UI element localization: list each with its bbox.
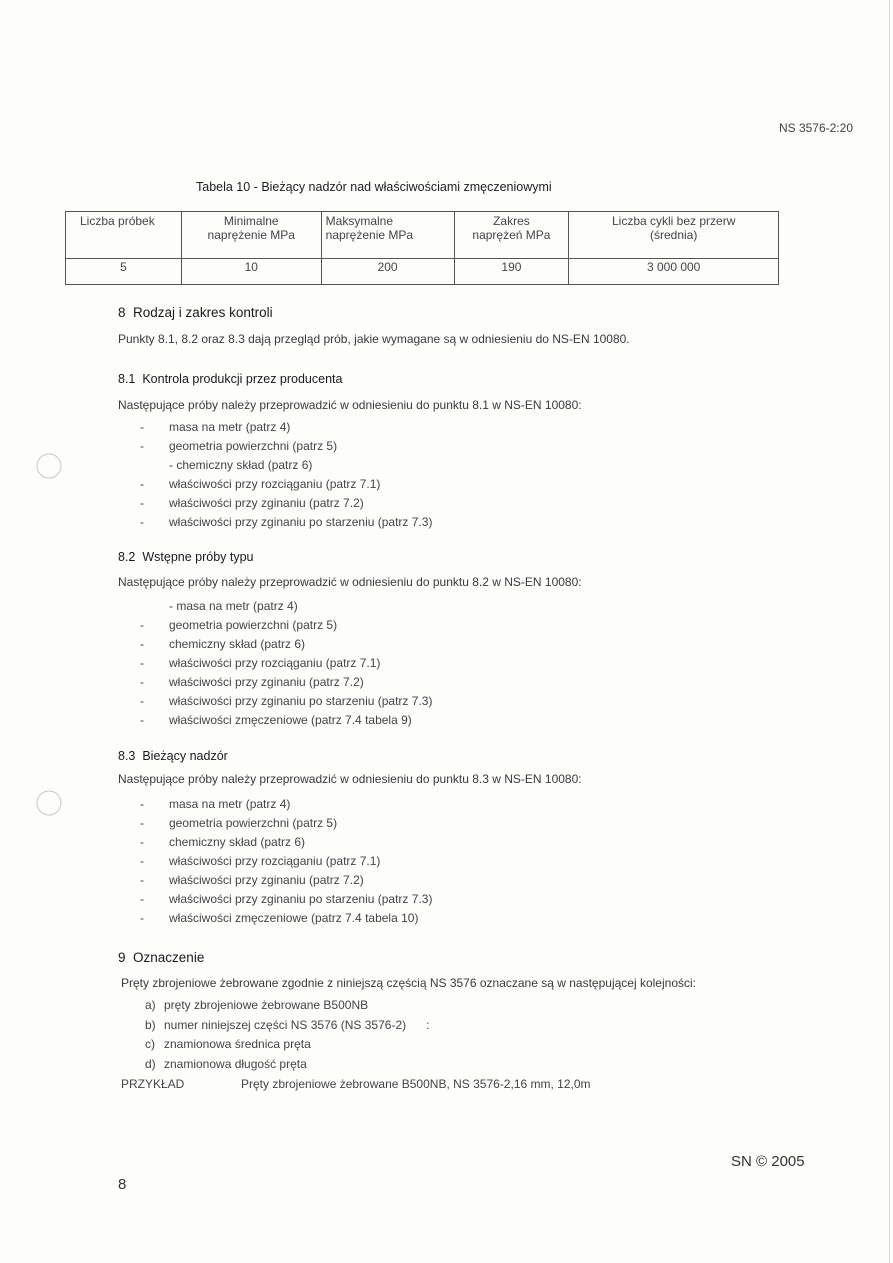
list-dash: - [140,515,144,529]
list-item [140,418,432,437]
example-label: PRZYKŁAD [121,1077,185,1091]
list-item [140,475,432,494]
list-item-text: pręty zbrojeniowe żebrowane B500NB [164,998,369,1012]
table-cell: 190 [454,259,569,285]
table-cell: 10 [181,259,321,285]
list-item-text: właściwości zmęczeniowe (patrz 7.4 tabela 10) [169,911,419,925]
list-dash: - [140,439,144,453]
list-dash: - [140,911,144,925]
table-header-row [66,212,779,259]
list-item-text: właściwości przy rozciąganiu (patrz 7.1) [169,854,381,868]
section-number: 8 [118,305,126,320]
list-item-text: właściwości przy zginaniu (patrz 7.2) [169,873,364,887]
list-dash: - [140,816,144,830]
list-item-text: właściwości przy zginaniu po starzeniu (patrz 7.3) [169,515,433,529]
list-item-text: - chemiczny skład (patrz 6) [169,458,313,472]
subsection-number: 8.1 [118,372,136,386]
list-dash: - [140,637,144,651]
example-line [121,1077,591,1091]
list-dash [140,456,169,475]
list-item-text: właściwości przy rozciąganiu (patrz 7.1) [169,477,381,491]
list-item [140,814,432,833]
list-item [140,494,432,513]
section-number: 9 [118,950,126,965]
list-item-text: masa na metr (patrz 4) [169,797,291,811]
list-letter: b) [145,1017,156,1032]
list-dash: - [140,675,144,689]
list-item [145,1035,429,1055]
subsection-8-2-intro: Następujące próby należy przeprowadzić w odniesieniu do punktu 8.2 w NS-EN 10080: [118,575,582,589]
list-item [140,597,432,616]
table-cell: 3 000 000 [569,259,779,285]
list-item [140,833,432,852]
list-item [140,711,432,730]
list-dash: - [140,477,144,491]
table-cell: 200 [321,259,454,285]
page-number: 8 [118,1176,127,1193]
list-item-text: właściwości przy zginaniu po starzeniu (patrz 7.3) [169,694,433,708]
list-dash: - [140,873,144,887]
punch-hole-mark [35,789,63,817]
list-dash [140,597,169,616]
section-8-intro: Punkty 8.1, 8.2 oraz 8.3 dają przegląd prób, jakie wymagane są w odniesieniu do NS-EN 10080. [118,332,630,346]
table-row [66,259,779,285]
list-item [140,852,432,871]
subsection-8-1-heading [118,372,342,386]
subsection-title: Wstępne próby typu [142,550,254,564]
list-dash: - [140,835,144,849]
test-list-8-2 [140,597,432,730]
list-dash: - [140,496,144,510]
list-item-text: - masa na metr (patrz 4) [169,599,298,613]
subsection-title: Kontrola produkcji przez producenta [142,372,343,386]
list-item [145,1055,429,1075]
subsection-number: 8.3 [118,749,136,763]
section-9-heading [118,950,204,965]
list-dash: - [140,420,144,434]
list-item [140,890,432,909]
copyright: SN © 2005 [731,1153,805,1170]
list-item-text: geometria powierzchni (patrz 5) [169,618,338,632]
list-item [145,1016,429,1036]
table-cell: 5 [66,259,182,285]
punch-hole-mark [35,452,63,480]
list-item-text: geometria powierzchni (patrz 5) [169,816,338,830]
test-list-8-3 [140,795,432,928]
list-item [140,673,432,692]
list-item-text: właściwości przy rozciąganiu (patrz 7.1) [169,656,381,670]
list-item-text: właściwości przy zginaniu po starzeniu (patrz 7.3) [169,892,433,906]
table-header-cell: Maksymalne naprężenie MPa [321,212,454,259]
list-dash: - [140,694,144,708]
list-item-text: masa na metr (patrz 4) [169,420,291,434]
section-title: Rodzaj i zakres kontroli [133,305,273,320]
list-item-text: właściwości przy zginaniu (patrz 7.2) [169,496,364,510]
list-letter: d) [145,1056,156,1071]
list-dash: - [140,854,144,868]
list-item [140,909,432,928]
designation-list [145,996,429,1074]
list-letter: a) [145,998,156,1012]
section-9-intro: Pręty zbrojeniowe żebrowane zgodnie z niniejszą częścią NS 3576 oznaczane są w następującej kolejności: [121,976,696,990]
table-header-cell: Zakres naprężeń MPa [454,212,569,259]
subsection-8-1-intro: Następujące próby należy przeprowadzić w odniesieniu do punktu 8.1 w NS-EN 10080: [118,398,582,412]
subsection-8-3-heading [118,749,228,763]
page-edge [889,0,890,1263]
list-dash: - [140,618,144,632]
document-code: NS 3576-2:20 [778,121,853,135]
list-dash: - [140,713,144,727]
list-item-text: właściwości przy zginaniu (patrz 7.2) [169,675,364,689]
subsection-8-2-heading [118,550,254,564]
list-item [140,795,432,814]
list-item-text: znamionowa długość pręta [164,1056,307,1071]
list-item [140,437,432,456]
section-8-heading [118,305,273,320]
subsection-8-3-intro: Następujące próby należy przeprowadzić w odniesieniu do punktu 8.3 w NS-EN 10080: [118,772,582,786]
list-item-text: chemiczny skład (patrz 6) [169,637,306,651]
subsection-number: 8.2 [118,550,136,564]
list-item-text: geometria powierzchni (patrz 5) [169,439,338,453]
list-dash: - [140,892,144,906]
list-item [140,513,432,532]
list-dash: - [140,656,144,670]
table-header-cell: Liczba cykli bez przerw (średnia) [569,212,779,259]
list-letter: c) [145,1037,155,1051]
list-item-text: numer niniejszej części NS 3576 (NS 3576-2) : [164,1017,430,1032]
section-title: Oznaczenie [133,950,205,965]
list-item [140,654,432,673]
list-item-text: właściwości zmęczeniowe (patrz 7.4 tabela 9) [169,713,412,727]
table-header-cell: Minimalne naprężenie MPa [181,212,321,259]
table-header-cell: Liczba próbek [66,212,182,259]
list-item [140,871,432,890]
list-item [140,635,432,654]
table-caption: Tabela 10 - Bieżący nadzór nad właściwościami zmęczeniowymi [196,180,552,194]
list-item [140,692,432,711]
list-item-text: chemiczny skład (patrz 6) [169,835,306,849]
subsection-title: Bieżący nadzór [142,749,228,763]
table-body [66,259,779,285]
list-item [140,616,432,635]
test-list-8-1 [140,418,432,532]
list-item-text: znamionowa średnica pręta [164,1037,311,1051]
table-10 [65,211,779,285]
list-item [140,456,432,475]
list-dash: - [140,797,144,811]
example-text: Pręty zbrojeniowe żebrowane B500NB, NS 3576-2,16 mm, 12,0m [241,1077,591,1091]
list-item [145,996,429,1016]
